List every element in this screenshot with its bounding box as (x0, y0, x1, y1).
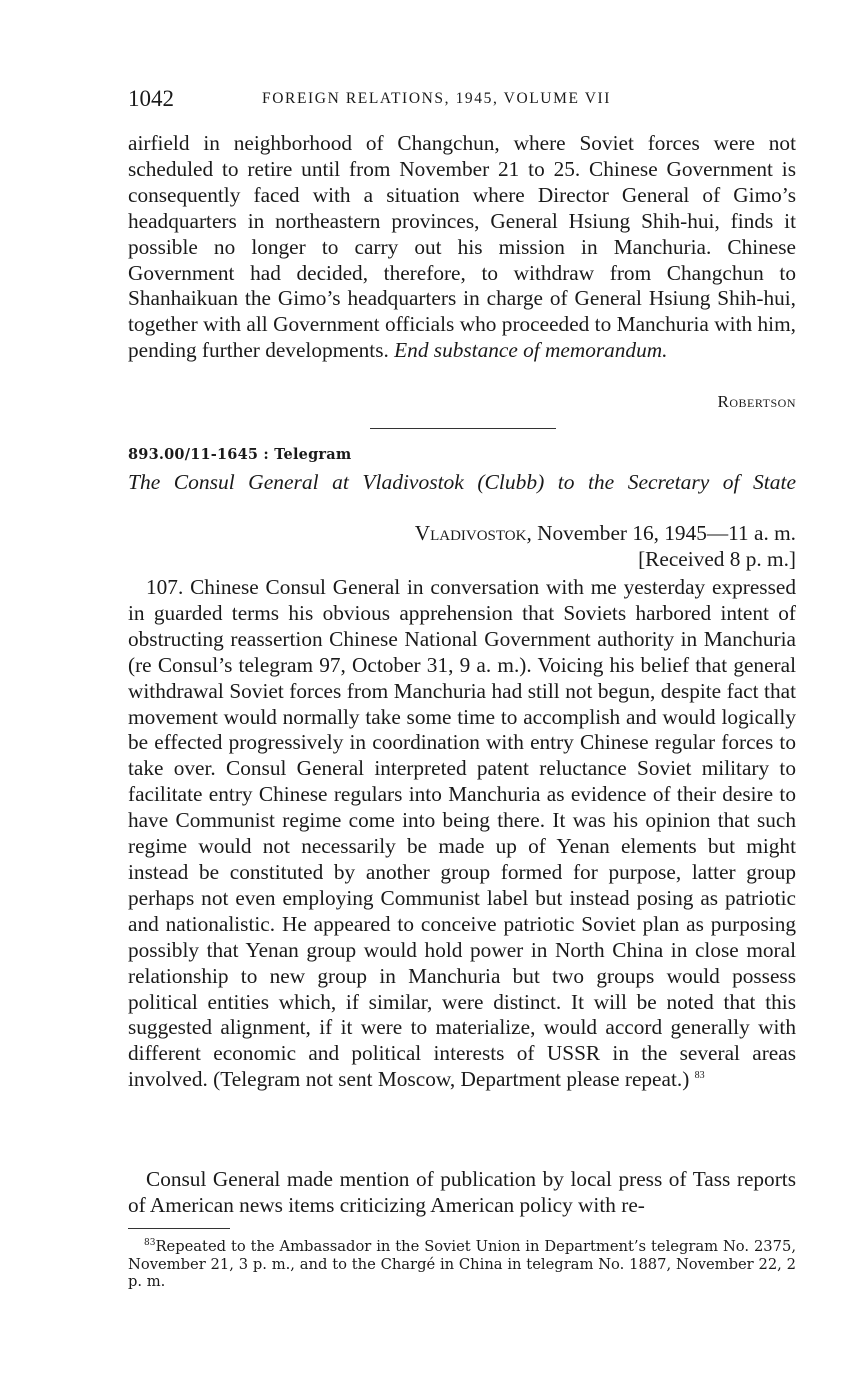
signature-robertson: Robertson (717, 392, 796, 411)
dateline (415, 520, 796, 572)
page-number: 1042 (128, 86, 174, 111)
telegram-paragraph-2 (128, 1167, 796, 1219)
telegram-paragraph-1 (128, 575, 796, 1093)
footnote-divider (128, 1228, 230, 1229)
telegram-text-2: Consul General made mention of publication by local press of Tass reports of American news items criticizing American policy with re- (128, 1167, 796, 1217)
dateline-place: Vladivostok (414, 521, 527, 545)
page-header (128, 86, 796, 116)
footnote-text: Repeated to the Ambassador in the Soviet Union in Department’s telegram No. 2375, November 21, 3 p. m., and to the Chargé in China in telegram No. 1887, November 22, 2 p. m. (128, 1238, 796, 1290)
end-substance-note: End substance of memorandum. (394, 338, 668, 363)
footnote-reference: 83 (694, 1070, 705, 1082)
footnote-number: 83 (144, 1238, 156, 1249)
file-reference: 893.00/11-1645 : Telegram (128, 446, 352, 463)
received-note: [Received 8 p. m.] (638, 547, 796, 571)
section-divider (370, 428, 556, 429)
continuation-paragraph (128, 131, 796, 364)
continuation-text: airfield in neighborhood of Changchun, where Soviet forces were not scheduled to retire until from November 21 to 25. Chinese Government is consequently faced with a situation where Director General of Gimo’s headquarters in northeastern provinces, General Hsiung Shih-hui, finds it possible no longer to carry out his mission in Manchuria. Chinese Government had decided, therefore, to withdraw from Changchun to Shanhaikuan the Gimo’s headquarters in charge of General Hsiung Shih-hui, together with all Government officials who proceeded to Manchuria with him, pending further developments. (128, 131, 796, 363)
running-head: FOREIGN RELATIONS, 1945, VOLUME VII (262, 90, 612, 107)
telegram-text-1: 107. Chinese Consul General in conversation with me yesterday expressed in guarded terms his obvious apprehension that Soviets harbored intent of obstructing reassertion Chinese National Government authority in Manchuria (re Consul’s telegram 97, October 31, 9 a. m.). Voicing his belief that general withdrawal Soviet forces from Manchuria had still not begun, despite fact that movement would normally take some time to accomplish and would logically be effected progressively in coordination with entry Chinese regular forces to take over. Consul General interpreted patent reluctance Soviet military to facilitate entry Chinese regulars into Manchuria as evidence of their desire to have Communist regime come into being there. It was his opinion that such regime would not necessarily be made up of Yenan elements but might instead be constituted by another group formed for purpose, latter group perhaps not even employing Communist label but instead posing as patriotic and nationalistic. He appeared to conceive patriotic Soviet plan as purposing possibly that Yenan group would hold power in North China in close moral relationship to new group in Manchuria but two groups would possess political entities which, if similar, were distinct. It will be noted that this suggested alignment, if it were to materialize, would accord generally with different economic and political interests of USSR in the several areas involved. (Telegram not sent Moscow, Department please repeat.) (128, 575, 796, 1092)
document-title: The Consul General at Vladivostok (Clubb) to the Secretary of State (128, 470, 796, 494)
footnote (128, 1238, 796, 1291)
dateline-date: , November 16, 1945—11 a. m. (526, 521, 796, 545)
